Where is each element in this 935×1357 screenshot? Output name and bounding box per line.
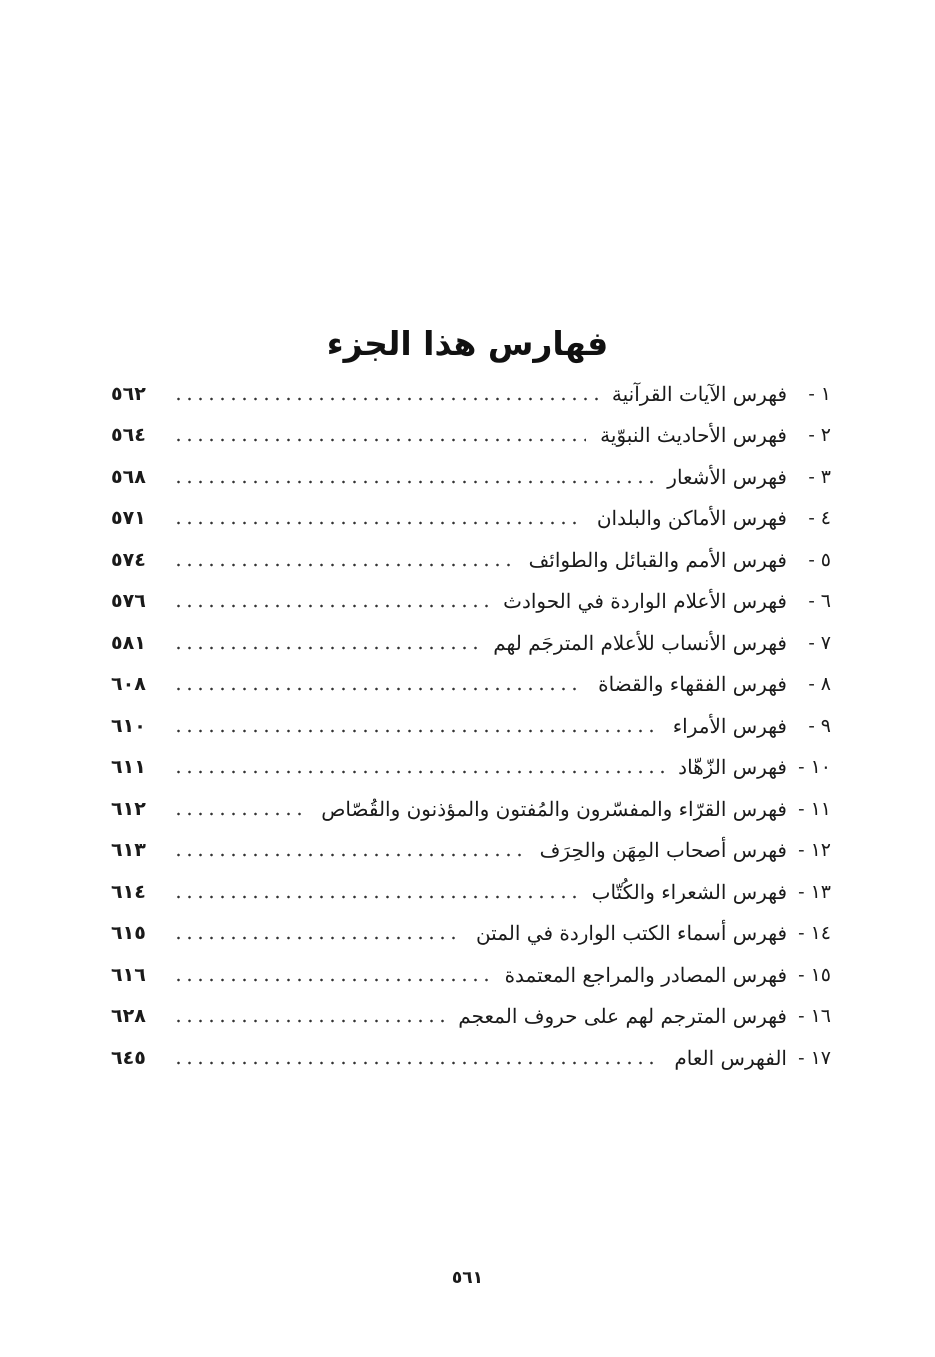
toc-entry — [111, 781, 831, 823]
dot-leader — [173, 811, 307, 817]
toc-entry-page: ٦١٢ — [111, 797, 146, 820]
dot-leader — [173, 479, 653, 485]
dot-leader — [173, 686, 584, 692]
toc-entry-number: ٧ - — [808, 631, 831, 654]
dot-leader — [173, 396, 598, 402]
toc-entry-page: ٦١٤ — [111, 880, 146, 903]
toc-entry-number: ١٣ - — [798, 880, 831, 903]
toc-entry — [111, 864, 831, 906]
toc-entry — [111, 366, 831, 408]
toc-entry — [111, 823, 831, 865]
toc-entry — [111, 906, 831, 948]
toc-entry-title: فهرس القرّاء والمفسّرون والمُفتون والمؤذنون والقُصّاص — [321, 796, 787, 821]
toc-entry-number: ٢ - — [808, 424, 831, 446]
toc-entry-page: ٦٢٨ — [111, 1005, 146, 1027]
toc-entry-number: ١ - — [808, 382, 831, 405]
table-of-contents — [111, 366, 831, 1072]
dot-leader — [173, 1018, 444, 1024]
dot-leader — [173, 852, 526, 858]
toc-entry — [111, 532, 831, 574]
toc-entry-number: ١١ - — [798, 797, 831, 820]
toc-entry-title: فهرس أسماء الكتب الواردة في المتن — [475, 921, 787, 945]
toc-entry-page: ٦٤٥ — [111, 1046, 146, 1069]
toc-entry-page: ٦١٥ — [111, 922, 146, 944]
dot-leader — [173, 935, 462, 941]
toc-entry-number: ١٠ - — [798, 756, 831, 778]
dot-leader — [173, 769, 664, 775]
toc-entry-title: فهرس الأماكن والبلدان — [596, 506, 787, 530]
toc-entry — [111, 491, 831, 533]
toc-entry-number: ٨ - — [808, 673, 831, 695]
toc-entry-number: ٤ - — [808, 507, 831, 529]
dot-leader — [173, 562, 515, 568]
toc-entry-title: فهرس الأحاديث النبوّية — [600, 423, 787, 447]
toc-entry-page: ٥٦٢ — [111, 382, 146, 405]
toc-entry-title: فهرس الأمم والقبائل والطوائف — [528, 547, 787, 572]
page-title: فهارس هذا الجزء — [326, 324, 609, 363]
toc-entry — [111, 1030, 831, 1072]
toc-entry — [111, 947, 831, 989]
toc-entry-title: فهرس الفقهاء والقضاة — [598, 672, 787, 696]
dot-leader — [173, 437, 586, 443]
toc-entry-title: فهرس الأشعار — [667, 464, 787, 489]
toc-entry-page: ٥٨١ — [111, 631, 146, 654]
toc-entry-page: ٦١١ — [111, 756, 146, 778]
toc-entry-page: ٥٦٤ — [111, 424, 146, 446]
toc-entry-title: فهرس المصادر والمراجع المعتمدة — [504, 962, 787, 987]
dot-leader — [173, 894, 578, 900]
toc-entry-number: ٣ - — [808, 465, 831, 488]
toc-entry-page: ٥٦٨ — [111, 465, 146, 488]
toc-entry-number: ١٥ - — [798, 963, 831, 986]
dot-leader — [173, 1060, 660, 1066]
toc-entry-title: فهرس الأمراء — [672, 713, 787, 738]
toc-entry-title: فهرس الشعراء والكُتّاب — [591, 879, 787, 904]
toc-entry-title: فهرس المترجم لهم على حروف المعجم — [458, 1004, 787, 1028]
toc-entry-number: ٦ - — [808, 590, 831, 612]
toc-entry — [111, 408, 831, 450]
toc-entry-title: فهرس الأنساب للأعلام المترجَم لهم — [493, 630, 787, 655]
toc-entry-page: ٦٠٨ — [111, 673, 146, 695]
toc-entry-number: ١٦ - — [798, 1005, 831, 1027]
dot-leader — [173, 520, 583, 526]
toc-entry — [111, 989, 831, 1031]
toc-entry-title: فهرس الأعلام الواردة في الحوادث — [503, 589, 787, 613]
toc-entry-page: ٦١٠ — [111, 714, 146, 737]
toc-entry-title: فهرس أصحاب المِهَن والحِرَف — [539, 838, 787, 862]
toc-entry-page: ٥٧٤ — [111, 548, 146, 571]
toc-entry — [111, 657, 831, 699]
dot-leader — [173, 603, 489, 609]
toc-entry — [111, 698, 831, 740]
dot-leader — [173, 645, 479, 651]
toc-entry — [111, 574, 831, 616]
toc-entry-number: ١٧ - — [798, 1046, 831, 1069]
toc-entry-title: الفهرس العام — [674, 1045, 787, 1070]
toc-entry-title: فهرس الزّهّاد — [678, 755, 787, 779]
toc-entry — [111, 740, 831, 782]
toc-entry-page: ٥٧٦ — [111, 590, 146, 612]
toc-entry-page: ٥٧١ — [111, 507, 146, 529]
toc-entry-title: فهرس الآيات القرآنية — [611, 381, 787, 406]
toc-entry — [111, 449, 831, 491]
toc-entry-page: ٦١٦ — [111, 963, 146, 986]
toc-entry-number: ١٢ - — [798, 839, 831, 861]
dot-leader — [173, 728, 659, 734]
dot-leader — [173, 977, 491, 983]
toc-entry-number: ٥ - — [808, 548, 831, 571]
toc-entry — [111, 615, 831, 657]
toc-entry-number: ٩ - — [808, 714, 831, 737]
page-number: ٥٦١ — [451, 1268, 484, 1288]
toc-entry-number: ١٤ - — [798, 922, 831, 944]
toc-entry-page: ٦١٣ — [111, 839, 146, 861]
